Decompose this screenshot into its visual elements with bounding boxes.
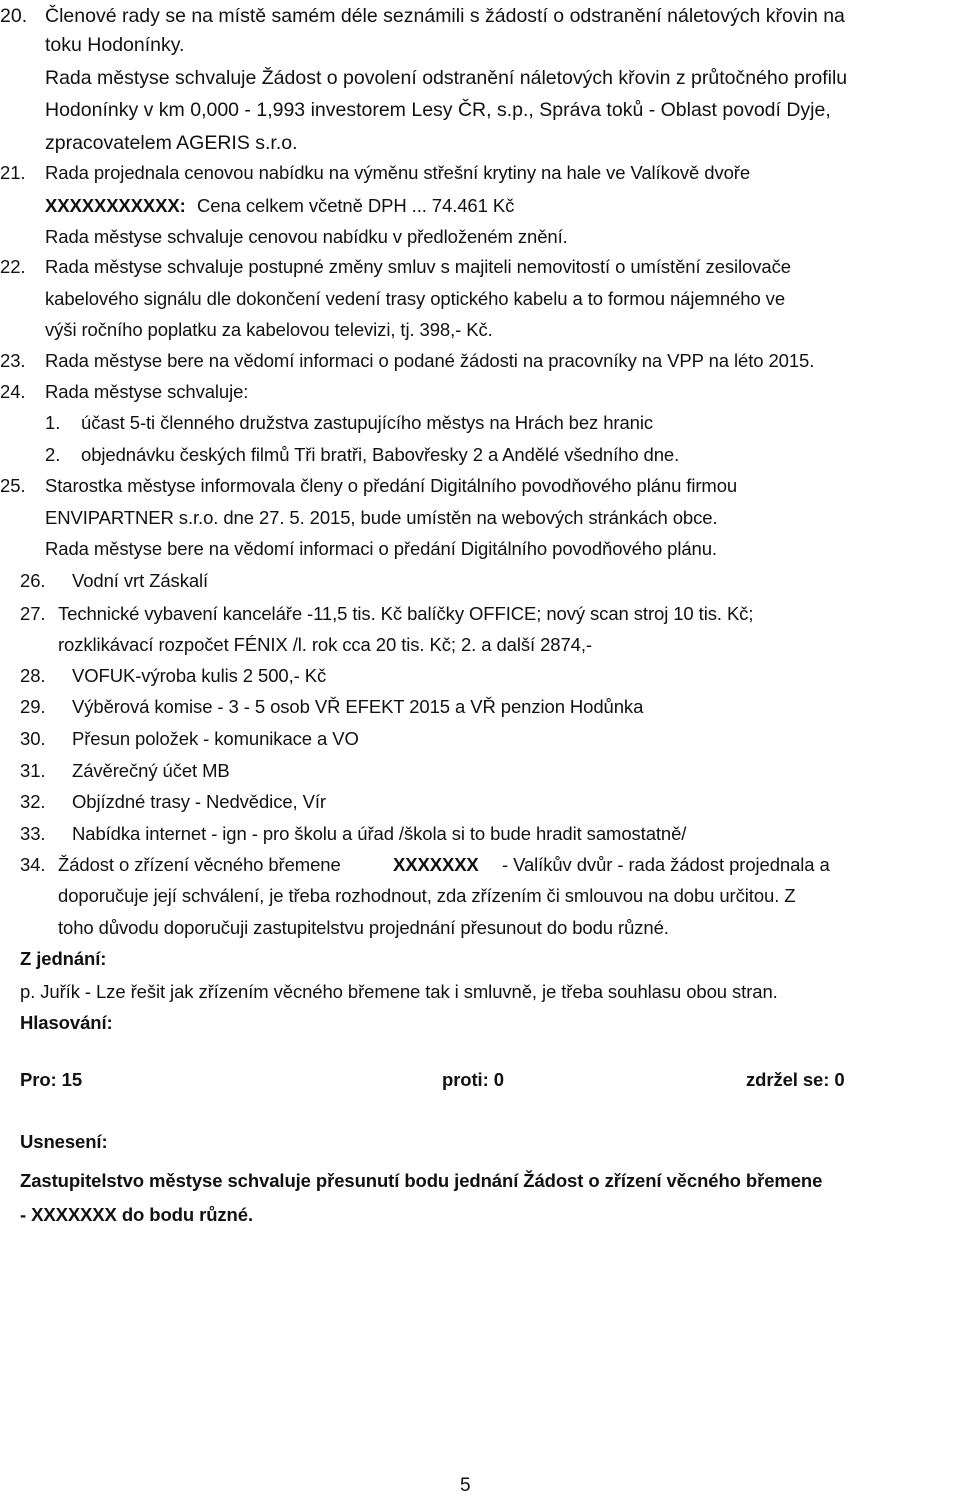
item-number: 21. xyxy=(0,162,26,183)
item-text-line: zpracovatelem AGERIS s.r.o. xyxy=(45,132,298,154)
item-text-line: Rada městyse schvaluje cenovou nabídku v předloženém znění. xyxy=(45,226,568,247)
item-text-line: Cena celkem včetně DPH ... 74.461 Kč xyxy=(197,195,515,216)
item-text-prefix: Žádost o zřízení věcného břemene xyxy=(58,854,341,875)
item-text-line: Technické vybavení kanceláře -11,5 tis. Kč balíčky OFFICE; nový scan stroj 10 tis. Kč; xyxy=(58,603,754,624)
item-text-line: - Valíkův dvůr - rada žádost projednala a xyxy=(502,854,830,875)
sub-item-number: 1. xyxy=(45,412,61,433)
item-text-line: rozklikávací rozpočet FÉNIX /l. rok cca 20 tis. Kč; 2. a další 2874,- xyxy=(58,634,592,655)
item-number: 31. xyxy=(20,760,46,781)
item-number: 29. xyxy=(20,696,46,717)
sub-item-text: účast 5-ti členného družstva zastupujícího městys na Hrách bez hranic xyxy=(81,412,654,433)
item-text-line: Nabídka internet - ign - pro školu a úřad /škola si to bude hradit samostatně/ xyxy=(72,823,687,844)
sub-item-text: objednávku českých filmů Tři bratři, Babovřesky 2 a Andělé všedního dne. xyxy=(81,444,680,465)
item-number: 33. xyxy=(20,823,46,844)
vote-pro: Pro: 15 xyxy=(20,1069,83,1090)
discussion-text: p. Juřík - Lze řešit jak zřízením věcného břemene tak i smluvně, je třeba souhlasu obou stran. xyxy=(20,981,778,1002)
item-number: 32. xyxy=(20,791,46,812)
page-number: 5 xyxy=(460,1475,471,1496)
item-text-line: Rada městyse bere na vědomí informaci o podané žádosti na pracovníky na VPP na léto 2015. xyxy=(45,350,815,371)
item-text-line: kabelového signálu dle dokončení vedení trasy optického kabelu a to formou nájemného ve xyxy=(45,288,786,309)
item-text-line: toho důvodu doporučuji zastupitelstvu projednání přesunout do bodu různé. xyxy=(58,917,669,938)
item-text-line: Objízdné trasy - Nedvědice, Vír xyxy=(72,791,326,812)
item-number: 30. xyxy=(20,728,46,749)
resolution-text: Zastupitelstvo městyse schvaluje přesunutí bodu jednání Žádost o zřízení věcného břemene xyxy=(20,1170,823,1191)
item-text-line: doporučuje její schválení, je třeba rozhodnout, zda zřízením či smlouvou na dobu určitou. Z xyxy=(58,885,796,906)
resolution-heading: Usnesení: xyxy=(20,1131,108,1152)
item-text-line: Starostka městyse informovala členy o předání Digitálního povodňového plánu firmou xyxy=(45,475,738,496)
sub-item-number: 2. xyxy=(45,444,61,465)
item-number: 34. xyxy=(20,854,46,875)
item-text-line: ENVIPARTNER s.r.o. dne 27. 5. 2015, bude umístěn na webových stránkách obce. xyxy=(45,507,718,528)
item-text-line: Přesun položek - komunikace a VO xyxy=(72,728,359,749)
item-text-line: toku Hodonínky. xyxy=(45,34,185,56)
item-number: 20. xyxy=(0,5,28,27)
vote-zdrzel: zdržel se: 0 xyxy=(746,1069,845,1090)
item-text-line: Členové rady se na místě samém déle seznámili s žádostí o odstranění náletových křovin na xyxy=(45,5,845,27)
item-text-line: Rada městyse schvaluje: xyxy=(45,381,249,402)
item-number: 22. xyxy=(0,256,26,277)
item-text-line: VOFUK-výroba kulis 2 500,- Kč xyxy=(72,665,327,686)
item-text-line: Rada městyse schvaluje Žádost o povolení odstranění náletových křovin z průtočného profilu xyxy=(45,67,848,89)
discussion-heading: Z jednání: xyxy=(20,948,107,969)
item-text-line: Výběrová komise - 3 - 5 osob VŘ EFEKT 2015 a VŘ penzion Hodůnka xyxy=(72,696,644,717)
item-text-line: Rada městyse schvaluje postupné změny smluv s majiteli nemovitostí o umístění zesilovače xyxy=(45,256,791,277)
item-text-line: Závěrečný účet MB xyxy=(72,760,230,781)
item-number: 28. xyxy=(20,665,46,686)
item-text-line: Rada projednala cenovou nabídku na výměnu střešní krytiny na hale ve Valíkově dvoře xyxy=(45,162,751,183)
vote-proti: proti: 0 xyxy=(442,1069,504,1090)
redacted-name: XXXXXXXXXXX: xyxy=(45,195,186,216)
item-number: 26. xyxy=(20,570,46,591)
item-text-line: Hodonínky v km 0,000 - 1,993 investorem Lesy ČR, s.p., Správa toků - Oblast povodí Dyje, xyxy=(45,99,831,121)
item-text-line: výši ročního poplatku za kabelovou televizi, tj. 398,- Kč. xyxy=(45,319,493,340)
redacted-name: XXXXXXX xyxy=(393,854,479,875)
voting-heading: Hlasování: xyxy=(20,1012,113,1033)
item-number: 24. xyxy=(0,381,26,402)
item-number: 25. xyxy=(0,475,26,496)
resolution-text: - XXXXXXX do bodu různé. xyxy=(20,1204,253,1225)
item-number: 27. xyxy=(20,603,46,624)
item-number: 23. xyxy=(0,350,26,371)
item-text-line: Rada městyse bere na vědomí informaci o předání Digitálního povodňového plánu. xyxy=(45,538,717,559)
item-text-line: Vodní vrt Záskalí xyxy=(72,570,209,591)
